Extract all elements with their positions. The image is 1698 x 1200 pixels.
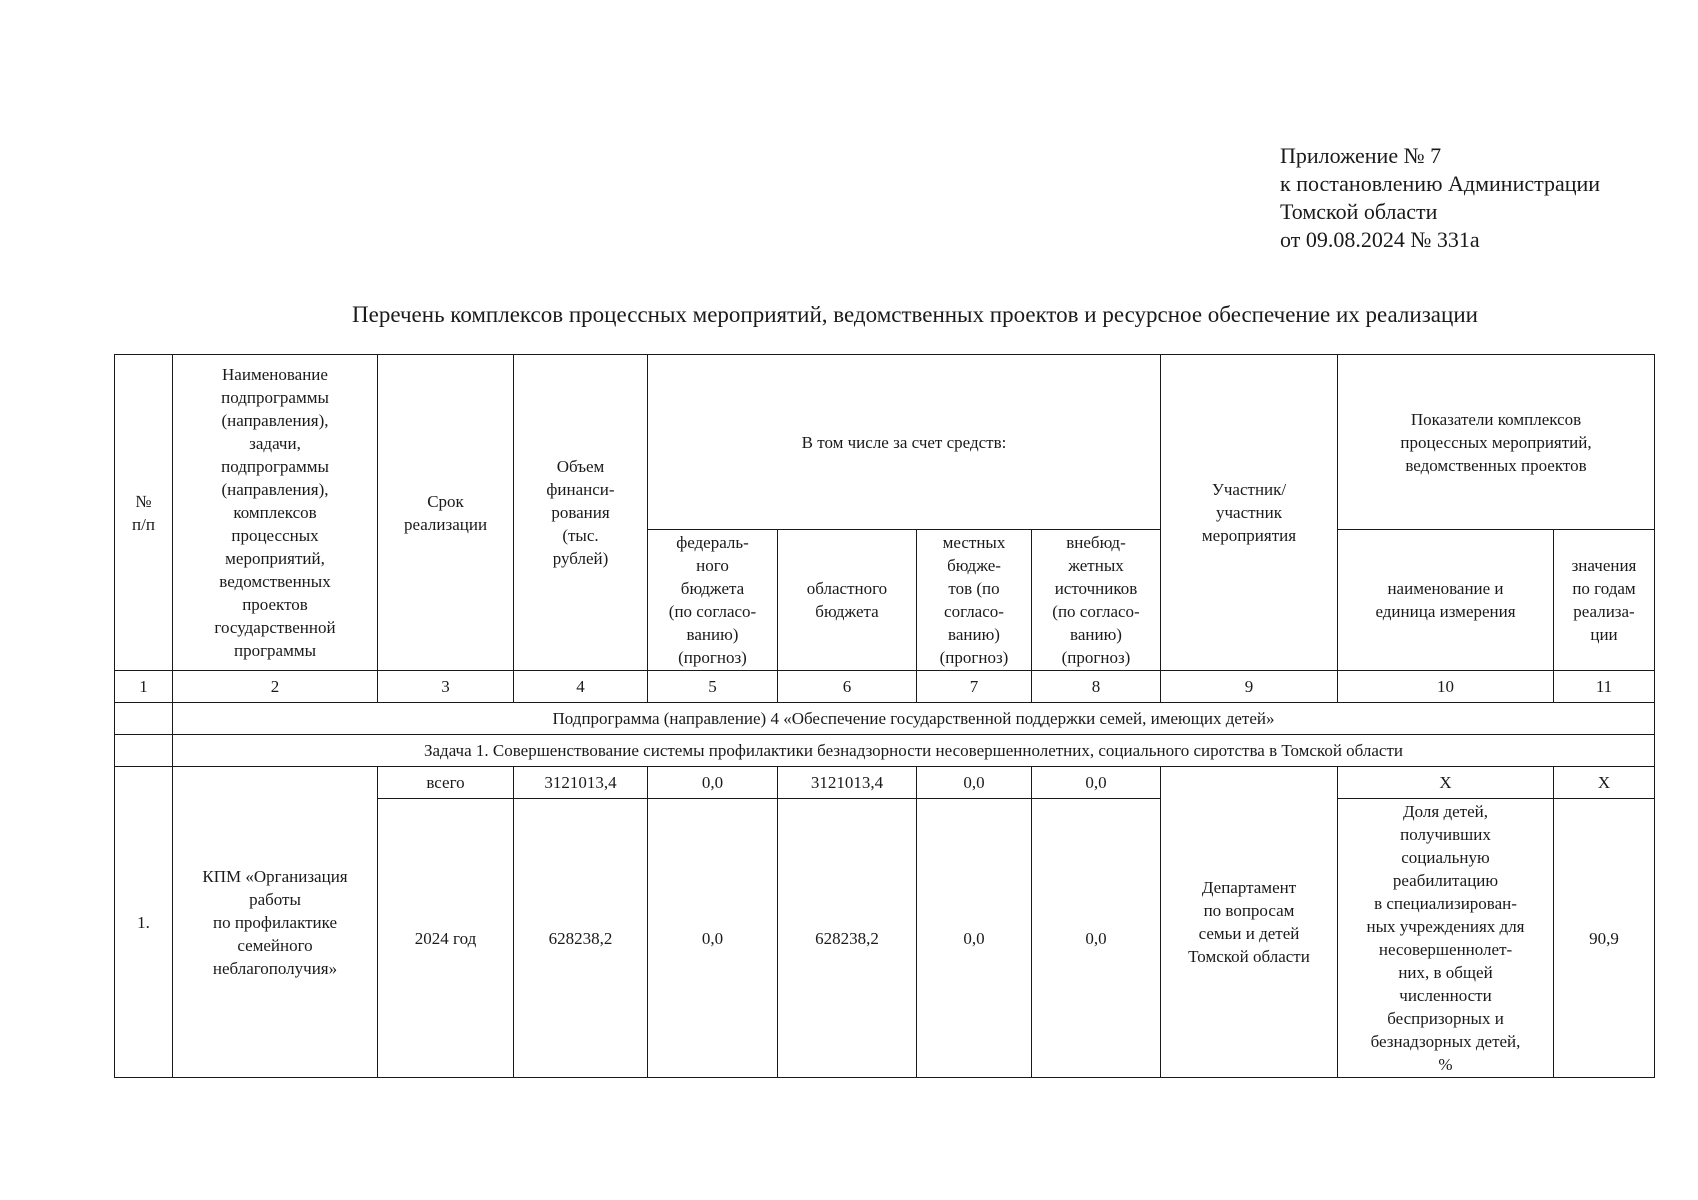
task-num-cell <box>115 735 173 767</box>
row-federal: 0,0 <box>648 799 778 1078</box>
row-name: КПМ «Организация работы по профилактике семейного неблагополучия» <box>173 767 378 1078</box>
header-col-1: № п/п <box>115 355 173 671</box>
row-federal: 0,0 <box>648 767 778 799</box>
activities-table <box>114 354 1655 1078</box>
row-local: 0,0 <box>917 799 1032 1078</box>
column-number-row <box>115 671 1655 703</box>
appendix-block <box>1280 142 1600 254</box>
header-group-funds: В том числе за счет средств: <box>648 355 1161 530</box>
header-col-3: Срок реализации <box>378 355 514 671</box>
column-number: 6 <box>778 671 917 703</box>
row-value: 90,9 <box>1554 799 1655 1078</box>
header-col-8: внебюд- жетных источников (по согласо- ванию) (прогноз) <box>1032 530 1161 671</box>
appendix-line-1: Приложение № 7 <box>1280 143 1442 168</box>
column-number: 11 <box>1554 671 1655 703</box>
appendix-line-4: от 09.08.2024 № 331а <box>1280 227 1480 252</box>
header-row-1 <box>115 355 1655 530</box>
header-col-9: Участник/ участник мероприятия <box>1161 355 1338 671</box>
row-indicator: Доля детей, получивших социальную реабилитацию в специализирован- ных учреждениях для несовершеннолет- них, в общей численности беспризорных и безнадзорных детей, % <box>1338 799 1554 1078</box>
header-col-10: наименование и единица измерения <box>1338 530 1554 671</box>
column-number: 4 <box>514 671 648 703</box>
column-number: 1 <box>115 671 173 703</box>
column-number: 7 <box>917 671 1032 703</box>
task-title: Задача 1. Совершенствование системы профилактики безнадзорности несовершеннолетних, социального сиротства в Томской области <box>173 735 1655 767</box>
row-value: Х <box>1554 767 1655 799</box>
row-number: 1. <box>115 767 173 1078</box>
row-term: всего <box>378 767 514 799</box>
column-number: 9 <box>1161 671 1338 703</box>
row-total: 3121013,4 <box>514 767 648 799</box>
task-row <box>115 735 1655 767</box>
column-number: 2 <box>173 671 378 703</box>
appendix-line-2: к постановлению Администрации <box>1280 171 1601 196</box>
column-number: 10 <box>1338 671 1554 703</box>
header-col-7: местных бюдже- тов (по согласо- ванию) (прогноз) <box>917 530 1032 671</box>
header-col-4: Объем финанси- рования (тыс. рублей) <box>514 355 648 671</box>
column-number: 5 <box>648 671 778 703</box>
row-extra: 0,0 <box>1032 767 1161 799</box>
row-participant: Департамент по вопросам семьи и детей Томской области <box>1161 767 1338 1078</box>
table-row <box>115 767 1655 799</box>
subprogram-title: Подпрограмма (направление) 4 «Обеспечение государственной поддержки семей, имеющих детей» <box>173 703 1655 735</box>
row-indicator: Х <box>1338 767 1554 799</box>
row-extra: 0,0 <box>1032 799 1161 1078</box>
subprogram-num-cell <box>115 703 173 735</box>
column-number: 8 <box>1032 671 1161 703</box>
row-total: 628238,2 <box>514 799 648 1078</box>
row-local: 0,0 <box>917 767 1032 799</box>
appendix-line-3: Томской области <box>1280 199 1438 224</box>
header-group-indicators: Показатели комплексов процессных мероприятий, ведомственных проектов <box>1338 355 1655 530</box>
header-col-6: областного бюджета <box>778 530 917 671</box>
row-regional: 628238,2 <box>778 799 917 1078</box>
row-regional: 3121013,4 <box>778 767 917 799</box>
header-col-11: значения по годам реализа- ции <box>1554 530 1655 671</box>
header-col-5: федераль- ного бюджета (по согласо- ванию) (прогноз) <box>648 530 778 671</box>
document-title: Перечень комплексов процессных мероприятий, ведомственных проектов и ресурсное обеспечение их реализации <box>352 302 1478 327</box>
header-col-2: Наименование подпрограммы (направления), задачи, подпрограммы (направления), комплексов процессных мероприятий, ведомственных проектов государственной программы <box>173 355 378 671</box>
column-number: 3 <box>378 671 514 703</box>
subprogram-row <box>115 703 1655 735</box>
row-term: 2024 год <box>378 799 514 1078</box>
